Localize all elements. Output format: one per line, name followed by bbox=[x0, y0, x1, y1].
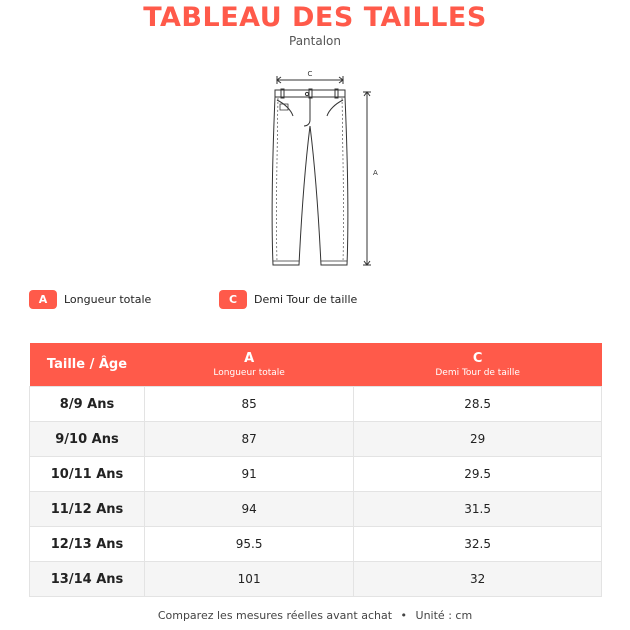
legend-item-length bbox=[29, 290, 151, 309]
legend-badge-c: C bbox=[219, 290, 247, 309]
column-header-c-label: C bbox=[472, 351, 483, 366]
label-a: A bbox=[373, 169, 378, 177]
length-cell: 95.5 bbox=[145, 527, 354, 562]
table-row bbox=[30, 492, 602, 527]
waist-cell: 29 bbox=[354, 422, 602, 457]
column-header-a-sub: Longueur totale bbox=[213, 368, 285, 378]
length-cell: 91 bbox=[145, 457, 354, 492]
length-cell: 94 bbox=[145, 492, 354, 527]
button-icon bbox=[305, 92, 308, 95]
pants-diagram bbox=[233, 64, 397, 274]
fly-stitch bbox=[304, 97, 310, 126]
table-row bbox=[30, 527, 602, 562]
table-row bbox=[30, 387, 602, 422]
table-row bbox=[30, 457, 602, 492]
size-cell: 12/13 Ans bbox=[30, 527, 145, 562]
column-header-c bbox=[354, 343, 602, 387]
legend-item-waist bbox=[219, 290, 357, 309]
footer-text: Comparez les mesures réelles avant achat bbox=[157, 609, 393, 622]
size-cell: 8/9 Ans bbox=[30, 387, 145, 422]
page-title: TABLEAU DES TAILLES bbox=[143, 2, 487, 33]
label-c: C bbox=[307, 70, 313, 78]
length-cell: 87 bbox=[145, 422, 354, 457]
pocket-left bbox=[277, 100, 293, 116]
size-cell: 11/12 Ans bbox=[30, 492, 145, 527]
waist-cell: 28.5 bbox=[354, 387, 602, 422]
size-table bbox=[29, 343, 602, 597]
length-cell: 101 bbox=[145, 562, 354, 597]
column-header-a bbox=[145, 343, 354, 387]
footer-separator: • bbox=[400, 609, 408, 622]
waist-cell: 32 bbox=[354, 562, 602, 597]
column-header-a-label: A bbox=[244, 351, 255, 366]
page-subtitle: Pantalon bbox=[289, 34, 341, 48]
size-cell: 10/11 Ans bbox=[30, 457, 145, 492]
size-cell: 13/14 Ans bbox=[30, 562, 145, 597]
legend-badge-a: A bbox=[29, 290, 57, 309]
pocket-right bbox=[327, 100, 343, 116]
waist-cell: 29.5 bbox=[354, 457, 602, 492]
size-cell: 9/10 Ans bbox=[30, 422, 145, 457]
table-row bbox=[30, 562, 602, 597]
column-header-size bbox=[30, 343, 145, 387]
footer-note bbox=[0, 609, 630, 622]
footer-unit: Unité : cm bbox=[415, 609, 473, 622]
table-header-row bbox=[30, 343, 602, 387]
column-header-c-sub: Demi Tour de taille bbox=[435, 368, 520, 378]
length-cell: 85 bbox=[145, 387, 354, 422]
legend-label-a: Longueur totale bbox=[64, 293, 152, 306]
legend-label-c: Demi Tour de taille bbox=[254, 293, 358, 306]
waist-cell: 31.5 bbox=[354, 492, 602, 527]
table-row bbox=[30, 422, 602, 457]
column-header-size-label: Taille / Âge bbox=[46, 357, 128, 372]
waist-cell: 32.5 bbox=[354, 527, 602, 562]
